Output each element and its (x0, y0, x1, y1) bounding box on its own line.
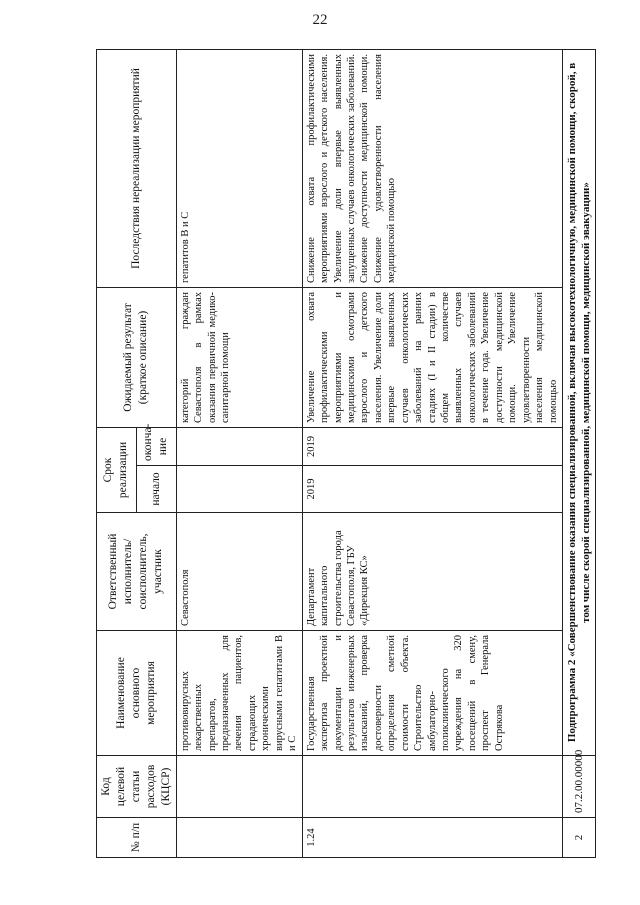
table-row (176, 50, 302, 858)
cell-responsible: Департамент капитального строительства города Севастополя, ГБУ «Дирекция КС» (302, 513, 562, 631)
cell-num: 1.24 (302, 818, 562, 858)
table-row (302, 50, 562, 858)
header-num: № п/п (97, 818, 177, 858)
measures-table (96, 49, 596, 858)
page-number: 22 (312, 12, 328, 28)
cell-name: Государственная экспертиза проектной документации и результатов инженерных изысканий, проверка достоверности определения сметной стоимости объекта. Строительство амбулаторно-поликлинического учреждения на 320 посещений в смену, проспект Генерала Острякова (302, 631, 562, 756)
cell-code (302, 756, 562, 818)
header-row-1 (97, 50, 137, 858)
cell-result: Увеличение охвата профилактическими мероприятиями и медицинскими осмотрами взрослого и детского населения. Увеличение доли впервые выявленных случаев онкологических заболеваний на ранних стадиях (I и II стадии) в общем количестве выявленных случаев онкологических заболеваний в течение года. Увеличение доступности медицинской помощи. Увеличение удовлетворенности населения медицинской помощью (302, 288, 562, 428)
subprogram-row (562, 50, 595, 858)
cell-start: 2019 (302, 466, 562, 513)
header-end: оконча-ние (136, 428, 176, 466)
header-result: Ожидаемый результат (краткое описание) (97, 288, 177, 428)
cell-result: категорий граждан Севастополя в рамках оказания первичной медико-санитарной помощи (176, 288, 302, 428)
header-consequences: Последствия нереализации мероприятий (97, 50, 177, 288)
cell-end: 2019 (302, 428, 562, 466)
rotated-table-wrapper (96, 50, 636, 858)
subprogram-code: 07.2.00.00000 (562, 756, 595, 818)
header-start: начало (136, 466, 176, 513)
header-responsible: Ответственный исполнитель/ соисполнитель, участник (97, 513, 177, 631)
subprogram-title: Подпрограмма 2 «Совершенствование оказания специализированной, включая высокотехнологичную, медицинской помощи, скорой, в том числе скорой специализированной, медицинской помощи, медицинской эвакуации» (562, 50, 595, 756)
header-period: Срок реализации (97, 428, 137, 513)
cell-num (176, 818, 302, 858)
cell-code (176, 756, 302, 818)
cell-name: противовирусных лекарственных препаратов, предназначенных для лечения пациентов, страдающих хроническими вирусными гепатитами В и С (176, 631, 302, 756)
cell-responsible: Севастополя (176, 513, 302, 631)
subprogram-num: 2 (562, 818, 595, 858)
cell-consequences: Снижение охвата профилактическими мероприятиями взрослого и детского населения. Увеличение доли впервые выявленных запущенных случаев онкологических заболеваний. Снижение доступности медицинской помощи. Снижение удовлетворенности населения медицинской помощью (302, 50, 562, 288)
cell-end (176, 428, 302, 466)
cell-start (176, 466, 302, 513)
cell-consequences: гепатитов В и С (176, 50, 302, 288)
header-name: Наименование основного мероприятия (97, 631, 177, 756)
header-code: Код целевой статьи расходов (КЦСР) (97, 756, 177, 818)
